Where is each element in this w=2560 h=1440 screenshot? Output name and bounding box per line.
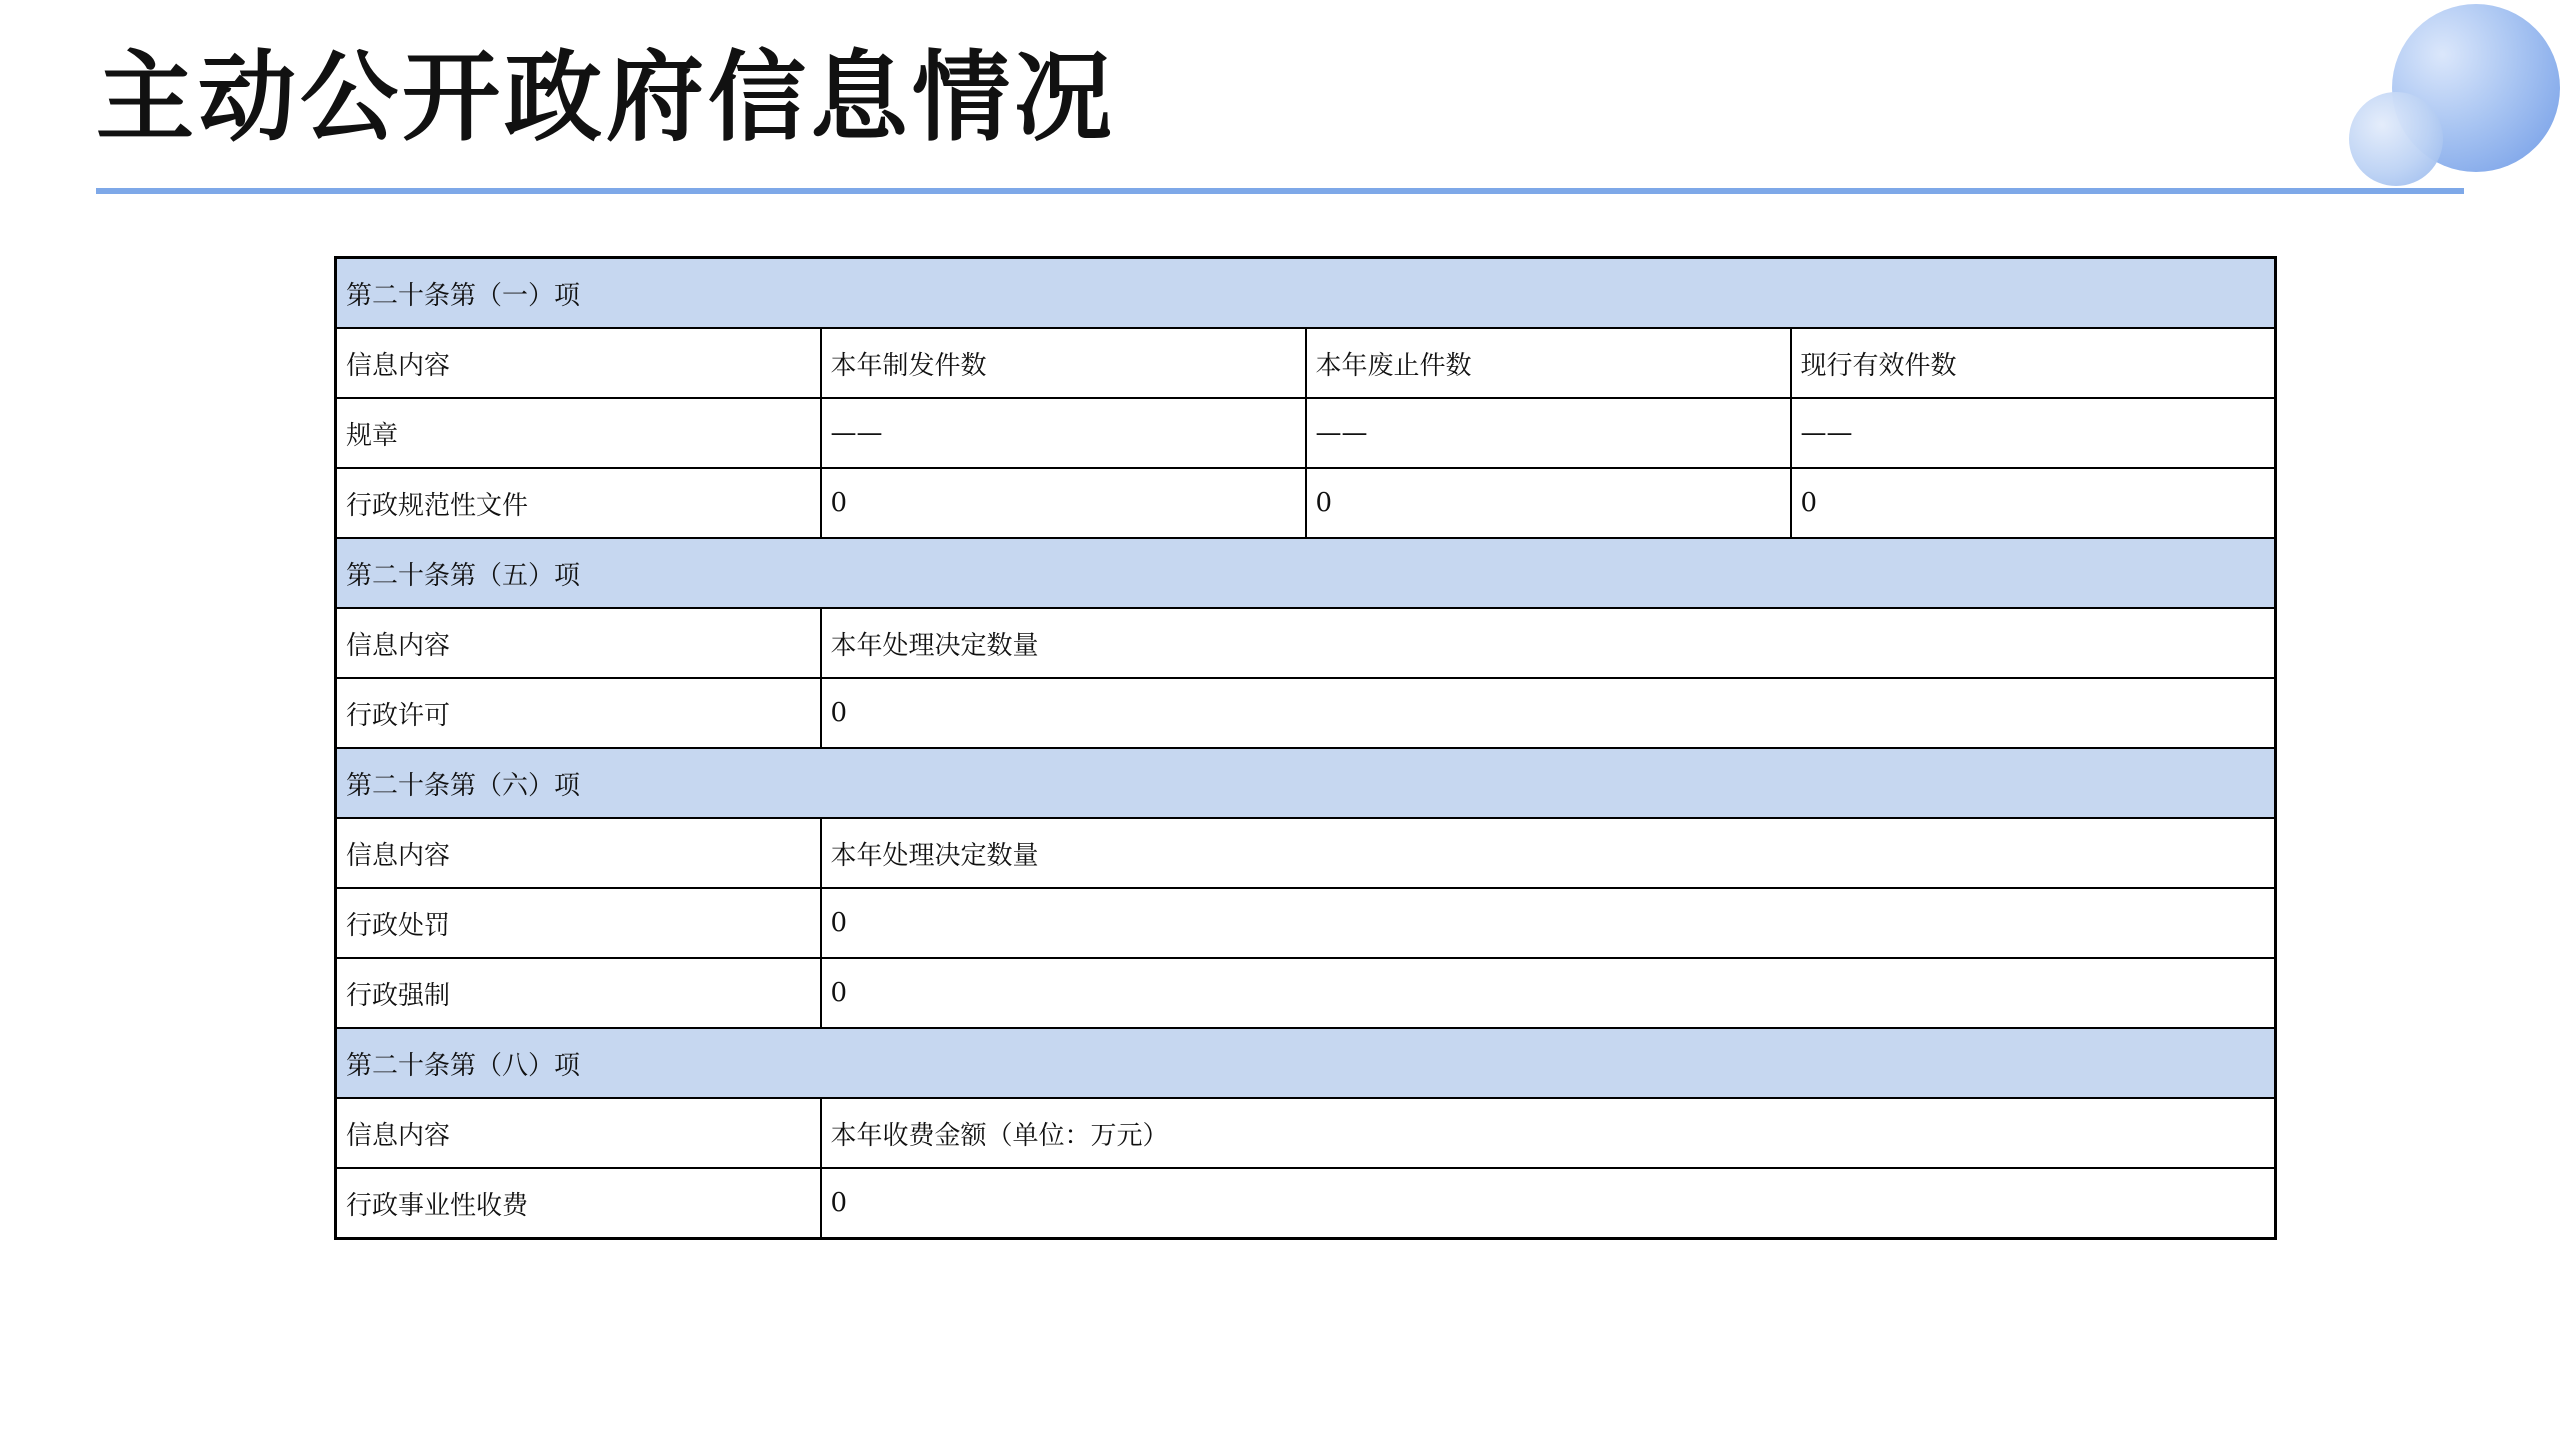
- table-row: [336, 678, 2276, 748]
- header-cell: 现行有效件数: [1791, 328, 2276, 398]
- row-label: 行政处罚: [336, 888, 821, 958]
- row-label: 行政事业性收费: [336, 1168, 821, 1239]
- section-heading: 第二十条第（六）项: [336, 748, 2276, 818]
- section-row-article-20-8: [336, 1028, 2276, 1098]
- section-heading: 第二十条第（五）项: [336, 538, 2276, 608]
- table-cell: 0: [1306, 468, 1791, 538]
- row-label: 行政许可: [336, 678, 821, 748]
- header-cell: 信息内容: [336, 818, 821, 888]
- table-row: [336, 1168, 2276, 1239]
- table-cell: 0: [821, 1168, 2276, 1239]
- table-cell: 0: [821, 678, 2276, 748]
- table-cell: ——: [1306, 398, 1791, 468]
- table-cell: 0: [821, 958, 2276, 1028]
- table-row: [336, 888, 2276, 958]
- table-cell: 0: [1791, 468, 2276, 538]
- column-header-row: [336, 608, 2276, 678]
- title-divider: [96, 188, 2464, 194]
- column-header-row: [336, 1098, 2276, 1168]
- table-row: [336, 468, 2276, 538]
- section-row-article-20-1: [336, 258, 2276, 329]
- table-row: [336, 958, 2276, 1028]
- section-heading: 第二十条第（八）项: [336, 1028, 2276, 1098]
- row-label: 规章: [336, 398, 821, 468]
- header-cell: 本年处理决定数量: [821, 818, 2276, 888]
- table-cell: ——: [1791, 398, 2276, 468]
- table-row: [336, 398, 2276, 468]
- row-label: 行政强制: [336, 958, 821, 1028]
- header-cell: 本年收费金额（单位：万元）: [821, 1098, 2276, 1168]
- decorative-circle-small: [2349, 92, 2443, 186]
- column-header-row: [336, 818, 2276, 888]
- section-row-article-20-6: [336, 748, 2276, 818]
- header-cell: 本年制发件数: [821, 328, 1306, 398]
- table-cell: 0: [821, 888, 2276, 958]
- header-cell: 信息内容: [336, 608, 821, 678]
- section-heading: 第二十条第（一）项: [336, 258, 2276, 329]
- row-label: 行政规范性文件: [336, 468, 821, 538]
- disclosure-table: [334, 256, 2277, 1240]
- header-cell: 信息内容: [336, 328, 821, 398]
- table-cell: 0: [821, 468, 1306, 538]
- header-cell: 信息内容: [336, 1098, 821, 1168]
- page-title: 主动公开政府信息情况: [96, 41, 1117, 155]
- table-cell: ——: [821, 398, 1306, 468]
- section-row-article-20-5: [336, 538, 2276, 608]
- column-header-row: [336, 328, 2276, 398]
- header-cell: 本年废止件数: [1306, 328, 1791, 398]
- header-cell: 本年处理决定数量: [821, 608, 2276, 678]
